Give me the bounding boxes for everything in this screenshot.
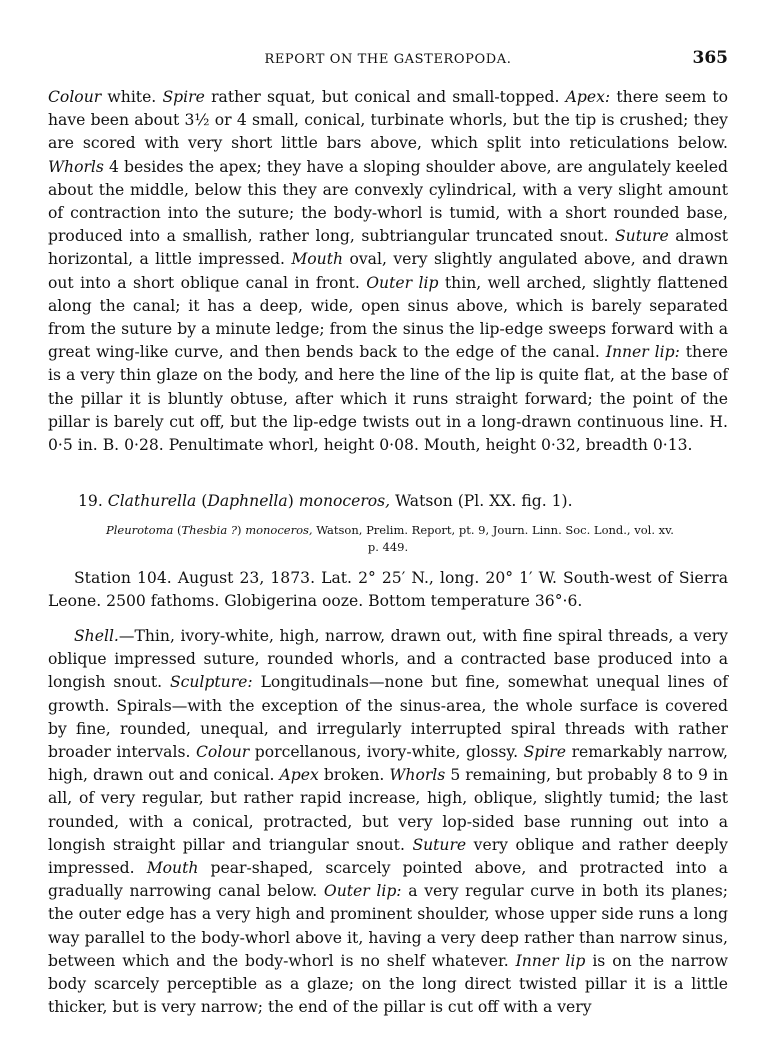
italic-term: Inner lip: <box>605 343 680 362</box>
species-heading <box>48 490 728 513</box>
italic-term: Outer lip <box>366 273 439 292</box>
text-run: a very regular curve in both its planes; the outer edge has a very high and prominent shoulder, whose upper side runs a long way parallel to the body-whorl above it, having a very deep rather than narrow sinus, between which and the body-whorl is no shelf whatever. <box>48 882 728 970</box>
text-run: porcellanous, ivory-white, glossy. <box>249 743 524 762</box>
synonymy-page-ref: p. 449. <box>367 540 409 554</box>
italic-term: Whorls <box>389 766 446 785</box>
italic-term: Colour <box>196 743 250 762</box>
text-run: 5 remaining, but probably 8 to 9 in all, of very regular, but rather rapid increase, high, oblique, slightly tumid; the last rounded, with a conical, protracted, but very lop-sided base running out into a longish straight pillar and triangular snout. <box>48 766 728 854</box>
italic-term: Colour <box>48 88 102 106</box>
text-run: almost horizontal, a little impressed. <box>48 227 729 269</box>
text-run: Watson, Prelim. Report, pt. 9, Journ. Linn. Soc. Lond., vol. xv. <box>312 523 674 537</box>
italic-term: Suture <box>614 227 669 246</box>
text-run: 19. <box>78 492 108 510</box>
italic-term: Mouth <box>291 250 344 269</box>
italic-term: Pleurotoma <box>106 523 174 537</box>
text-run: there seem to have been about 3½ or 4 small, conical, turbinate whorls, but the tip is crushed; they are scored with very short little bars above, which split into reticulations below. <box>48 88 728 153</box>
text-run: Longitudinals—none but fine, somewhat unequal lines of growth. Spirals—with the exception of the sinus-area, the whole surface is covered by fine, rounded, unequal, and irregularly interrupted spiral threads with rather broader intervals. <box>48 673 728 762</box>
text-run: ( <box>196 492 208 510</box>
italic-term: Suture <box>412 835 467 854</box>
text-run: remarkably narrow, high, drawn out and conical. <box>48 743 729 785</box>
italic-term: Apex <box>279 766 319 785</box>
text-run: broken. <box>318 766 390 785</box>
text-run: there is a very thin glaze on the body, and here the line of the lip is quite flat, at the base of the pillar it is bluntly obtuse, after which it runs straight forward; the point of the pillar is barely cut off, but the lip-edge twists out in a long-drawn continuous line. H. 0·5 in. B. 0·28. Penultimate whorl, height 0·08. Mouth, height 0·32, breadth 0·13. <box>48 343 728 455</box>
text-run: very oblique and rather deeply impressed. <box>48 835 728 878</box>
italic-term: Outer lip: <box>323 882 402 901</box>
text-run: —Thin, ivory-white, high, narrow, drawn out, with fine spiral threads, a very oblique impressed suture, rounded whorls, and a contracted base produced into a longish snout. <box>48 627 728 692</box>
page-number: 365 <box>692 48 728 68</box>
italic-term: monoceros, <box>298 492 391 510</box>
description-paragraph-1 <box>48 86 728 457</box>
text-run: pear-shaped, scarcely pointed above, and protracted into a gradually narrowing canal below. <box>48 859 728 901</box>
italic-term: Apex: <box>565 88 611 106</box>
text-run: ( <box>173 523 182 537</box>
text-run: 4 besides the apex; they have a sloping shoulder above, are angulately keeled about the middle, below this they are convexly cylindrical, with a very slight amount of contraction into the suture; the body-whorl is tumid, with a short rounded base, produced into a smallish, rather long, subtriangular truncated snout. <box>48 157 728 246</box>
italic-term: Sculpture: <box>169 673 253 692</box>
text-run: Watson (Pl. XX. fig. 1). <box>390 492 573 510</box>
italic-term: Shell. <box>74 627 119 645</box>
synonymy-reference <box>48 522 728 539</box>
station-text: Station 104. August 23, 1873. Lat. 2° 25′ N., long. 20° 1′ W. South-west of Sierra Leone. 2500 fathoms. Globigerina ooze. Bottom temperature 36°·6. <box>48 569 728 611</box>
running-header <box>48 48 728 72</box>
italic-term: Clathurella <box>107 492 197 510</box>
italic-term: Spire <box>162 88 205 106</box>
italic-term: monoceros, <box>245 523 313 537</box>
text-run: ) <box>237 523 246 537</box>
italic-term: Inner lip <box>515 951 586 970</box>
italic-term: Thesbia ? <box>181 523 238 537</box>
text-run: rather squat, but conical and small-topped. <box>204 88 566 106</box>
running-title: REPORT ON THE GASTEROPODA. <box>264 52 512 67</box>
italic-term: Spire <box>523 743 566 762</box>
italic-term: Daphnella <box>207 492 288 510</box>
text-run: is on the narrow body scarcely perceptible as a glaze; on the long direct twisted pillar it is a little thicker, but is very narrow; the end of the pillar is cut off with a very <box>48 951 729 1017</box>
text-run: white. <box>101 88 163 106</box>
synonymy-block <box>48 522 728 556</box>
text-run: ) <box>287 492 299 510</box>
description-paragraph-2 <box>48 625 728 1019</box>
station-paragraph <box>48 567 728 613</box>
text-run: oval, very slightly angulated above, and drawn out into a short oblique canal in front. <box>48 250 728 292</box>
paragraph-text <box>48 625 728 1019</box>
italic-term: Mouth <box>146 859 199 878</box>
paragraph-text <box>48 86 728 457</box>
species-entry <box>48 490 728 513</box>
text-run: thin, well arched, slightly flattened along the canal; it has a deep, wide, open sinus above, which is barely separated from the suture by a minute ledge; from the sinus the lip-edge sweeps forward with a great wing-like curve, and then bends back to the edge of the canal. <box>48 273 728 362</box>
italic-term: Whorls <box>48 157 104 176</box>
